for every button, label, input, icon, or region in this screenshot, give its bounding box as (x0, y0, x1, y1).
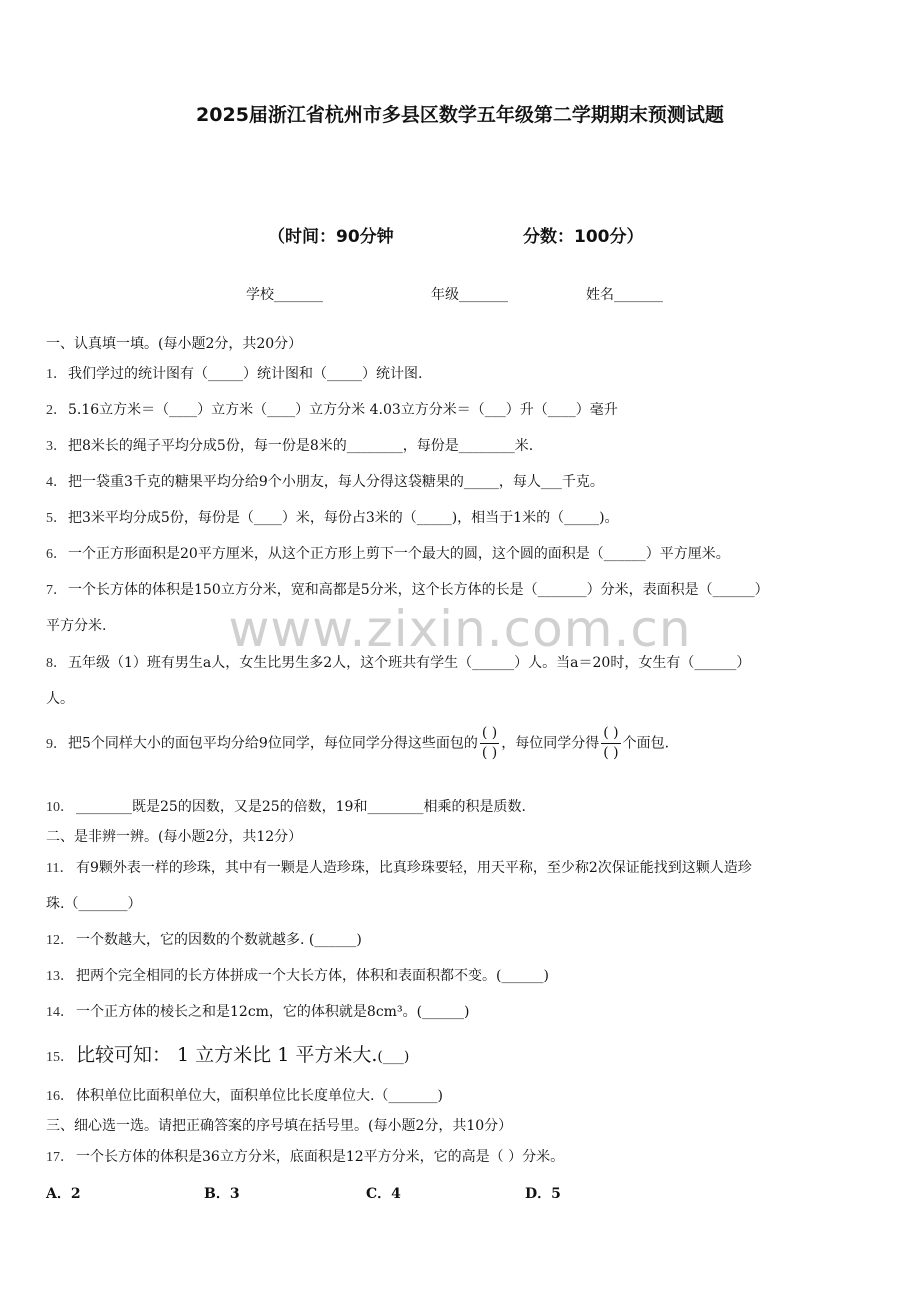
question-9: 9．把5个同样大小的面包平均分给9位同学，每位同学分得这些面包的 $\frac{( )}{( )}$ ，每位同学分得 $\frac{( )}{( )}$ 个面包. (46, 725, 670, 761)
question-8-cont: 人。 (46, 691, 74, 707)
question-3: 3．把8米长的绳子平均分成5份，每一份是8米的________，每份是________米. (46, 438, 534, 454)
fraction-blank-1: $\frac{( )}{( )}$ (481, 725, 498, 761)
question-6: 6．一个正方形面积是20平方厘米，从这个正方形上剪下一个最大的圆，这个圆的面积是（______）平方厘米。 (46, 546, 730, 562)
question-7: 7．一个长方体的体积是150立方分米，宽和高都是5分米，这个长方体的长是（_______）分米，表面积是（______） (46, 582, 769, 598)
question-15: 15． 比较可知： 1 立方米比 1 平方米大.(___) (46, 1044, 410, 1066)
grade-field: 年级_______ (431, 287, 508, 303)
question-11-cont: 珠.（_______） (46, 896, 142, 912)
question-12: 12． 一个数越大，它的因数的个数就越多. (______) (46, 932, 362, 948)
question-10: 10． ________既是25的因数，又是25的倍数，19和________相乘的积是质数. (46, 799, 526, 815)
question-16: 16． 体积单位比面积单位大，面积单位比长度单位大.（_______) (46, 1088, 443, 1104)
option-a: A．2 (46, 1186, 81, 1202)
section-2-heading: 二、是非辨一辨。(每小题2分，共12分） (46, 829, 303, 845)
question-5: 5．把3米平均分成5份，每份是（____）米，每份占3米的（_____)，相当于1米的（_____)。 (46, 510, 619, 526)
section-1-heading: 一、认真填一填。(每小题2分，共20分） (46, 336, 303, 352)
option-d: D．5 (525, 1186, 561, 1202)
section-3-heading: 三、细心选一选。请把正确答案的序号填在括号里。(每小题2分，共10分） (46, 1118, 513, 1134)
question-13: 13． 把两个完全相同的长方体拼成一个大长方体，体积和表面积都不变。(______) (46, 968, 549, 984)
name-field: 姓名_______ (586, 287, 663, 303)
watermark: www.zixin.com.cn (228, 600, 692, 658)
question-14: 14． 一个正方体的棱长之和是12cm，它的体积就是8cm³。(______) (46, 1004, 470, 1020)
question-4: 4．把一袋重3千克的糖果平均分给9个小朋友，每人分得这袋糖果的_____，每人___千克。 (46, 474, 604, 490)
page-title: 2025届浙江省杭州市多县区数学五年级第二学期期末预测试题 (196, 104, 724, 126)
question-17: 17． 一个长方体的体积是36立方分米，底面积是12平方分米，它的高是（ ）分米。 (46, 1149, 565, 1165)
option-c: C．4 (366, 1186, 401, 1202)
question-2: 2．5.16立方米＝（____）立方米（____）立方分米 4.03立方分米＝（___）升（____）毫升 (46, 402, 618, 418)
question-8: 8．五年级（1）班有男生a人，女生比男生多2人，这个班共有学生（______）人。当a＝20时，女生有（______） (46, 655, 751, 671)
fraction-blank-2: $\frac{( )}{( )}$ (603, 725, 619, 761)
question-7-cont: 平方分米. (46, 618, 107, 634)
exam-time: （时间：90分钟 (268, 227, 394, 247)
school-field: 学校_______ (246, 287, 323, 303)
exam-score: 分数：100分） (523, 227, 644, 247)
option-b: B．3 (204, 1186, 240, 1202)
question-11: 11． 有9颗外表一样的珍珠，其中有一颗是人造珍珠，比真珍珠要轻，用天平称，至少称2次保证能找到这颗人造珍 (46, 860, 752, 876)
question-1: 1．我们学过的统计图有（_____）统计图和（_____）统计图. (46, 366, 423, 382)
